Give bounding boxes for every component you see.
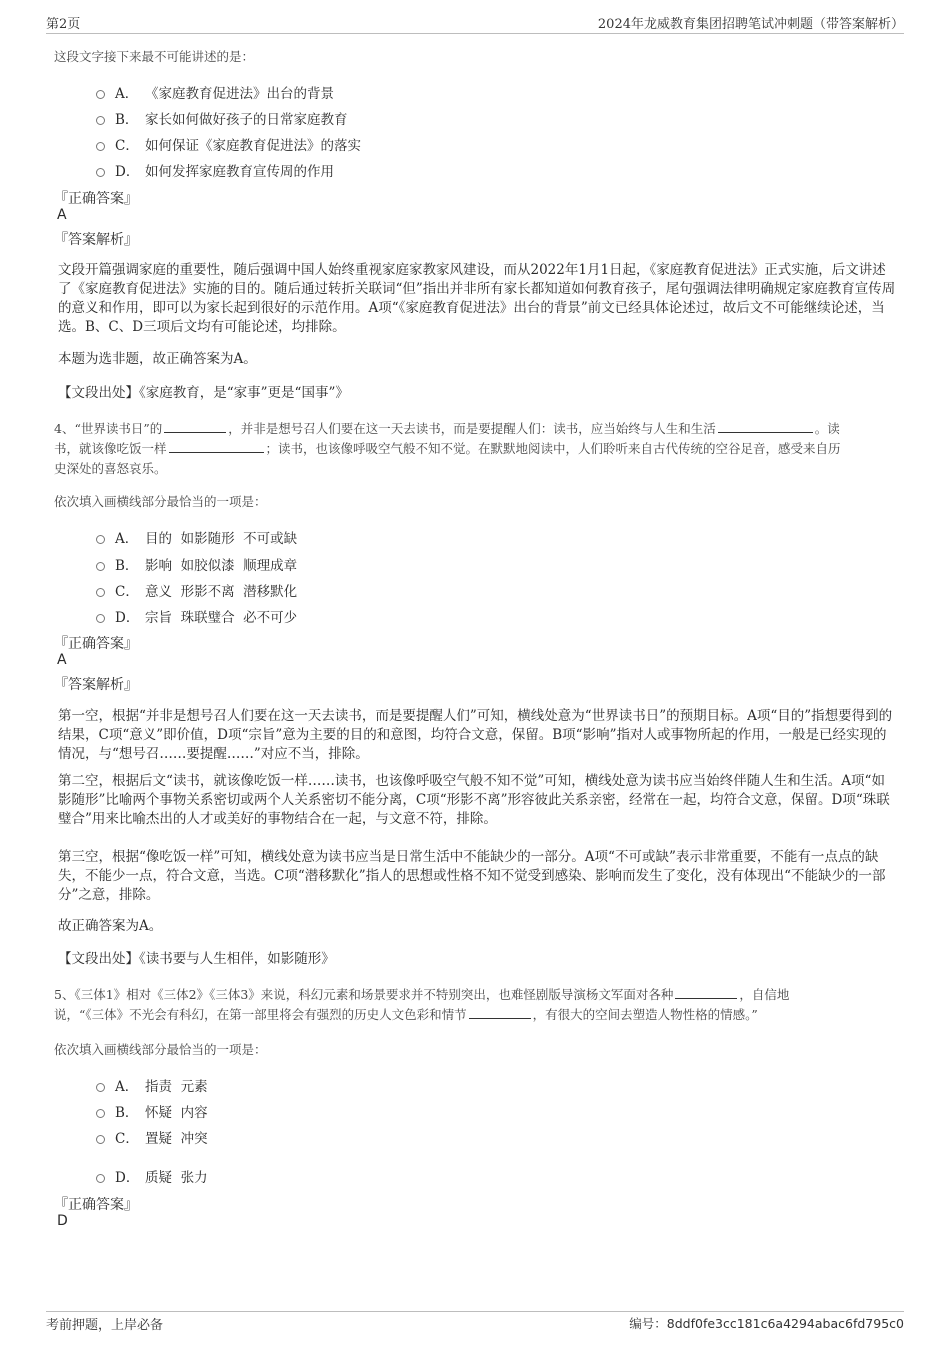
q4-conclusion: 故正确答案为A。 [58,918,163,934]
q4-analysis-2: 第二空，根据后文“读书，就该像吃饭一样……读书，也该像呼吸空气般不知不觉”可知，横线处意为读书应当始终伴随人生和生活。A项“如影随形”比喻两个事物关系密切或两个人关系密切不能分离，C项“形影不离”形容彼此关系亲密，经常在一起，均符合文意，保留。D项“珠联璧合”用来比喻杰出的人才或美好的事物结合在一起，与文意不符，排除。 [58,773,890,827]
q4-source: 【文段出处】《读书要与人生相伴，如影随形》 [58,951,335,967]
q5-answer-label: 『正确答案』 [54,1197,138,1213]
radio-icon[interactable] [96,90,105,99]
q4-analysis-label: 『答案解析』 [54,677,138,693]
q5-prompt: 依次填入画横线部分最恰当的一项是： [54,1042,267,1057]
radio-icon[interactable] [96,168,105,177]
q4-answer-label: 『正确答案』 [54,636,138,652]
q3-prompt: 这段文字接下来最不可能讲述的是： [54,49,255,64]
q5-option-a[interactable]: A． 指责 元素 [96,1075,208,1095]
q3-answer-label: 『正确答案』 [54,191,138,207]
radio-icon[interactable] [96,1135,105,1144]
q4-analysis-1: 第一空，根据“并非是想号召人们要在这一天去读书，而是要提醒人们”可知，横线处意为“世界读书日”的预期目标。A项“目的”指想要得到的结果，C项“意义”即价值，D项“宗旨”意为主要的目的和意图，均符合文意，保留。B项“影响”指对人或事物所起的作用，一般是已经实现的情况，与“想号召……要提醒……”对应不当，排除。 [58,708,893,762]
blank-line [718,420,813,433]
q3-option-d[interactable]: D． 如何发挥家庭教育宣传周的作用 [96,160,334,180]
q3-answer: A [57,207,67,223]
q3-option-b[interactable]: B． 家长如何做好孩子的日常家庭教育 [96,108,348,128]
radio-icon[interactable] [96,1174,105,1183]
blank-line [469,1006,531,1019]
radio-icon[interactable] [96,614,105,623]
blank-line [164,420,226,433]
q4-analysis-3: 第三空，根据“像吃饭一样”可知，横线处意为读书应当是日常生活中不能缺少的一部分。A项“不可或缺”表示非常重要，不能有一点点的缺失，不能少一点，符合文意，当选。C项“潜移默化”指人的思想或性格不知不觉受到感染、影响而发生了变化，没有体现出“不能缺少的一部分”之意，排除。 [58,849,886,903]
q3-conclusion: 本题为选非题，故正确答案为A。 [58,351,257,367]
radio-icon[interactable] [96,588,105,597]
footer-divider [46,1311,904,1312]
footer-slogan: 考前押题，上岸必备 [46,1318,164,1333]
page-number: 第2页 [46,17,81,32]
q4-option-d[interactable]: D． 宗旨 珠联璧合 必不可少 [96,606,297,626]
q3-option-a[interactable]: A． 《家庭教育促进法》出台的背景 [96,82,334,102]
q3-option-c[interactable]: C． 如何保证《家庭教育促进法》的落实 [96,134,361,154]
header-divider [46,33,904,34]
q5-stem: 5、《三体1》相对《三体2》《三体3》来说，科幻元素和场景要求并不特别突出，也难怪剧版导演杨文军面对各种 ，自信地 说，“《三体》不光会有科幻，在第一部里将会有强烈的历史人文色彩和情节 ，有很大的空间去塑造人物性格的情感。” [54,987,790,1022]
footer-serial: 编号：8ddf0fe3cc181c6a4294abac6fd795c0 [629,1316,904,1331]
q4-prompt: 依次填入画横线部分最恰当的一项是： [54,494,267,509]
blank-line [675,986,737,999]
radio-icon[interactable] [96,562,105,571]
q3-analysis-label: 『答案解析』 [54,232,138,248]
q5-option-b[interactable]: B． 怀疑 内容 [96,1101,208,1121]
q4-answer: A [57,652,67,668]
q3-source: 【文段出处】《家庭教育，是“家事”更是“国事”》 [58,385,349,401]
radio-icon[interactable] [96,116,105,125]
radio-icon[interactable] [96,1083,105,1092]
radio-icon[interactable] [96,535,105,544]
q5-answer: D [57,1213,68,1229]
q4-option-b[interactable]: B． 影响 如胶似漆 顺理成章 [96,554,297,574]
q4-option-c[interactable]: C． 意义 形影不离 潜移默化 [96,580,297,600]
q5-option-d[interactable]: D． 质疑 张力 [96,1166,208,1186]
document-title: 2024年龙威教育集团招聘笔试冲刺题（带答案解析） [597,17,904,32]
radio-icon[interactable] [96,142,105,151]
q5-option-c[interactable]: C． 置疑 冲突 [96,1127,208,1147]
blank-line [169,440,264,453]
q4-stem: 4、“世界读书日”的 ，并非是想号召人们要在这一天去读书，而是要提醒人们：读书，应当始终与人生和生活 。读 书，就该像吃饭一样 ；读书，也该像呼吸空气般不知不觉。在默默地阅读中，人们聆听来自古代传统的空谷足音，感受来自历 史深处的喜怒哀乐。 [54,421,841,476]
radio-icon[interactable] [96,1109,105,1118]
q4-option-a[interactable]: A． 目的 如影随形 不可或缺 [96,527,297,547]
q3-analysis: 文段开篇强调家庭的重要性，随后强调中国人始终重视家庭家教家风建设，而从2022年1月1日起，《家庭教育促进法》正式实施，后文讲述了《家庭教育促进法》实施的目的。随后通过转折关联词“但”指出并非所有家长都知道如何教育孩子，尾句强调法律明确规定家庭教育宣传周的意义和作用，即可以为家长起到很好的示范作用。A项“《家庭教育促进法》出台的背景”前文已经具体论述过，故后文不可能继续论述，当选。B、C、D三项后文均有可能论述，均排除。 [58,262,896,335]
